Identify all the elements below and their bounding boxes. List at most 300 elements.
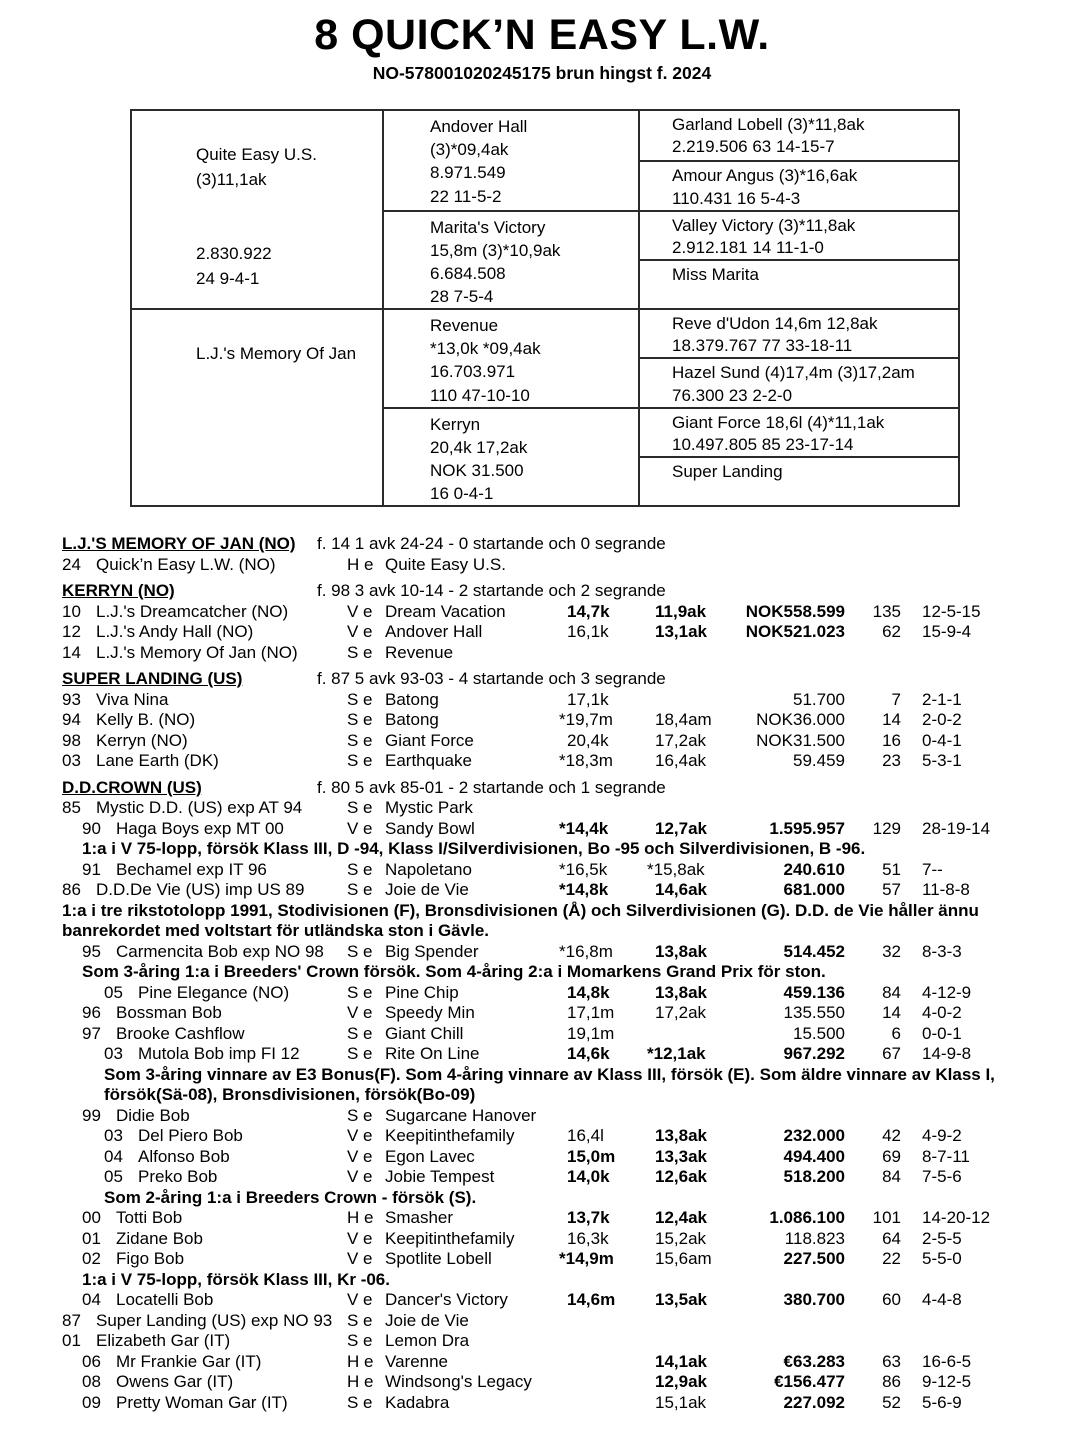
record-volt: 14,0k [567,1167,610,1186]
sex-code: S e [347,859,373,879]
progeny-row [62,798,1066,819]
record-auto: 17,2ak [655,730,707,750]
page-title: 8 QUICK’N EASY L.W. [314,11,770,59]
horse-name-cell [82,860,267,880]
sex-code: S e [347,982,373,1002]
sire-name: Kadabra [385,1392,450,1412]
horse-name-cell [62,1331,230,1351]
progeny-row [62,1147,1066,1168]
horse-name-cell [104,1147,230,1167]
pedigree-line: Garland Lobell (3)*11,8ak [672,115,865,134]
placings: 16-6-5 [922,1351,972,1371]
horse-name: Mystic D.D. (US) exp AT 94 [96,798,303,817]
horse-name-cell [62,731,188,751]
birth-year: 05 [104,1167,123,1186]
starts-count: 101 [872,1208,901,1227]
starts-count: 32 [882,941,901,961]
birth-year: 87 [62,1310,81,1330]
progeny-row [62,1106,1066,1127]
starts-count: 42 [882,1126,901,1145]
birth-year: 86 [62,880,81,899]
earnings: €156.477 [774,1372,845,1391]
birth-year: 91 [82,859,101,879]
pedigree-line: 22 11-5-2 [430,186,502,206]
record-auto: 13,1ak [655,622,707,641]
earnings: 1.086.100 [769,1208,845,1227]
placings: 4-4-8 [922,1290,962,1309]
pedigree-line: Valley Victory (3)*11,8ak [672,215,856,235]
sex-code: V e [347,601,373,621]
pedigree-line: Kerryn [430,414,481,434]
dam-info: f. 87 5 avk 93-03 - 4 startande och 3 segrande [317,669,666,688]
horse-name: D.D.De Vie (US) imp US 89 [96,880,305,899]
pedigree-cell [384,111,638,210]
pedigree-line: Super Landing [672,461,783,481]
horse-name-cell [104,1044,300,1064]
placings: 11-8-8 [922,880,970,899]
record-auto: 15,6am [655,1249,712,1268]
sire-name: Big Spender [385,941,479,961]
record-volt: 14,7k [567,601,610,621]
horse-name: Owens Gar (IT) [116,1372,234,1391]
pedigree-cell [384,308,638,407]
sex-code: V e [347,818,373,838]
horse-name-cell [62,602,288,622]
sex-code: H e [347,1208,374,1227]
horse-name: Carmencita Bob exp NO 98 [116,941,324,961]
earnings: 15.500 [793,1023,845,1043]
progeny-row [62,1044,1066,1065]
horse-name-cell [62,880,304,900]
sex-code: V e [347,1249,373,1268]
earnings: 459.136 [783,982,845,1002]
starts-count: 62 [882,622,901,641]
starts-count: 51 [882,859,901,879]
placings: 8-3-3 [922,941,962,961]
horse-name-cell [62,555,275,575]
pedigree-line: Hazel Sund (4)17,4m (3)17,2am [672,363,915,383]
sire-name: Revenue [385,642,454,662]
horse-name: Alfonso Bob [138,1146,230,1166]
progeny-row [62,1331,1066,1352]
horse-name: Locatelli Bob [116,1290,214,1309]
progeny-row [62,1208,1066,1229]
pedigree-line: (3)11,1ak [196,170,267,189]
sex-code: V e [347,1003,373,1022]
progeny-row [62,819,1066,840]
starts-count: 129 [872,818,901,838]
note-row: Som 3-åring vinnare av E3 Bonus(F). Som 4-åring vinnare av Klass III, försök (E). Som äldre vinnare av Klass I, försök(Sä-08), Bronsdivisionen, försök(Bo-09) [104,1064,995,1104]
record-volt: *18,3m [559,751,613,770]
horse-name-cell [62,751,219,771]
birth-year: 93 [62,689,81,709]
pedigree-line: 20,4k 17,2ak [430,437,528,457]
record-auto: 12,6ak [655,1167,707,1186]
horse-name: Mutola Bob imp FI 12 [138,1044,300,1063]
horse-name-cell [104,1167,217,1187]
horse-name-cell [62,690,168,710]
sire-name: Jobie Tempest [385,1167,495,1186]
earnings: 227.092 [783,1392,845,1412]
sex-code: S e [347,689,373,709]
progeny-row [62,1126,1066,1147]
pedigree-cell [640,407,958,456]
record-auto: 13,3ak [655,1146,707,1166]
earnings: 227.500 [783,1249,845,1268]
horse-name-cell [82,1106,190,1126]
pedigree-line: 110 47-10-10 [430,385,530,405]
birth-year: 01 [62,1331,81,1350]
starts-count: 84 [882,982,901,1002]
pedigree-line: 16.703.971 [430,362,516,382]
sex-code: V e [347,622,373,641]
dam-info: f. 80 5 avk 85-01 - 2 startande och 1 segrande [317,777,666,797]
pedigree-cell [640,259,958,308]
earnings: 135.550 [783,1003,845,1022]
pedigree-greatgrandparents-column [638,111,958,505]
record-volt: 20,4k [567,730,609,750]
record-auto: 17,2ak [655,1003,707,1022]
starts-count: 135 [872,601,901,621]
pedigree-grandparents-column [382,111,638,505]
sire-name: Batong [385,689,439,709]
placings: 2-0-2 [922,710,962,729]
horse-name-cell [62,798,302,818]
placings: 0-0-1 [922,1023,962,1043]
birth-year: 09 [82,1392,101,1412]
placings: 15-9-4 [922,622,972,641]
pedigree-line: Miss Marita [672,264,759,284]
horse-name-cell [62,710,195,730]
record-volt: *14,8k [559,880,609,899]
sire-name: Joie de Vie [385,1310,469,1330]
birth-year: 85 [62,798,81,817]
pedigree-line: 8.971.549 [430,163,506,183]
progeny-row [62,1352,1066,1373]
pedigree-line: 6.684.508 [430,263,506,283]
pedigree-cell [640,111,958,160]
sire-name: Mystic Park [385,798,473,817]
record-auto: 16,4ak [655,751,707,770]
birth-year: 03 [104,1126,123,1145]
horse-name-cell [82,1249,184,1269]
dam-name-header: L.J.'S MEMORY OF JAN (NO) [62,534,296,553]
placings: 5-5-0 [922,1249,962,1268]
progeny-row [62,880,1066,901]
placings: 2-5-5 [922,1228,962,1248]
horse-name-cell [82,1024,245,1044]
earnings: NOK36.000 [756,710,845,729]
pedigree-line: 2.830.922 [196,244,272,263]
horse-name: Pine Elegance (NO) [138,982,290,1002]
sire-name: Quite Easy U.S. [385,554,506,574]
record-volt: 14,6k [567,1044,610,1063]
horse-name-cell [82,819,284,839]
pedigree-cell [640,357,958,406]
horse-name: Preko Bob [138,1167,218,1186]
starts-count: 52 [882,1392,901,1412]
sex-code: S e [347,1392,373,1412]
birth-year: 10 [62,601,81,621]
horse-name-cell [82,1352,261,1372]
sex-code: S e [347,751,373,770]
placings: 7-5-6 [922,1167,962,1186]
sex-code: S e [347,1023,373,1043]
placings: 4-12-9 [922,982,972,1002]
pedigree-line: Revenue [430,316,499,335]
horse-name-cell [62,1311,332,1331]
sire-name: Earthquake [385,751,472,770]
pedigree-table [130,109,960,507]
progeny-list [62,534,1066,1413]
horse-name: Kelly B. (NO) [96,710,196,729]
record-auto: 13,8ak [655,1126,707,1145]
sex-code: S e [347,1044,373,1063]
record-auto: 15,2ak [655,1228,707,1248]
sire-name: Egon Lavec [385,1146,475,1166]
horse-name: Didie Bob [116,1105,190,1125]
progeny-row [62,1229,1066,1250]
horse-name-cell [62,643,298,663]
sex-code: S e [347,642,373,662]
starts-count: 7 [891,689,901,709]
record-auto: 12,7ak [655,818,707,838]
section-header-row [62,534,1066,555]
sex-code: S e [347,798,373,817]
starts-count: 64 [882,1228,901,1248]
horse-name: Lane Earth (DK) [96,751,219,770]
sex-code: H e [347,554,374,574]
spacer [196,192,378,241]
birth-year: 24 [62,554,81,574]
record-volt: 16,3k [567,1228,609,1248]
section-header-row [62,778,1066,799]
placings: 5-6-9 [922,1392,962,1412]
earnings: 967.292 [783,1044,845,1063]
progeny-row [62,1290,1066,1311]
sex-code: V e [347,1290,373,1309]
record-auto: 14,1ak [655,1351,707,1371]
birth-year: 03 [104,1044,123,1063]
pedigree-cell [640,160,958,209]
horse-name: Mr Frankie Gar (IT) [116,1351,262,1371]
note-row: 1:a i V 75-lopp, försök Klass III, Kr -06. [82,1269,390,1289]
progeny-row [62,555,1066,576]
earnings: 380.700 [783,1290,845,1309]
progeny-row [62,860,1066,881]
sire-name: Napoletano [385,859,472,879]
birth-year: 12 [62,622,81,641]
earnings: NOK521.023 [745,622,845,641]
pedigree-line: 15,8m (3)*10,9ak [430,240,561,260]
pedigree-line: 28 7-5-4 [430,287,494,307]
horse-name-cell [82,1208,182,1228]
pedigree-line: *13,0k *09,4ak [430,339,541,359]
placings: 5-3-1 [922,751,962,770]
horse-name-cell [82,1393,288,1413]
placings: 8-7-11 [922,1146,970,1166]
sex-code: V e [347,1146,373,1166]
note-row: 1:a i V 75-lopp, försök Klass III, D -94, Klass I/Silverdivisionen, Bo -95 och Silverdivisionen, B -96. [82,839,866,858]
progeny-row [62,1372,1066,1393]
sex-code: H e [347,1372,374,1391]
pedigree-line: 24 9-4-1 [196,269,260,288]
sire-name: Dancer's Victory [385,1290,508,1309]
birth-year: 08 [82,1372,101,1391]
sire-name: Rite On Line [385,1044,480,1063]
pedigree-cell [640,456,958,505]
record-auto: 12,4ak [655,1208,707,1227]
record-auto: 15,1ak [655,1392,707,1412]
birth-year: 03 [62,751,81,770]
pedigree-line: Amour Angus (3)*16,6ak [672,166,858,186]
progeny-row [62,710,1066,731]
earnings: 518.200 [783,1167,845,1186]
sex-code: S e [347,1105,373,1125]
record-volt: *14,4k [559,818,609,838]
birth-year: 96 [82,1003,101,1022]
pedigree-cell [384,210,638,309]
pedigree-line: 76.300 23 2-2-0 [672,385,793,405]
earnings: NOK558.599 [745,601,845,621]
progeny-row [62,942,1066,963]
record-volt: 13,7k [567,1208,610,1227]
record-volt: *14,9m [559,1249,614,1268]
record-volt: 17,1m [567,1003,615,1022]
progeny-row [62,1249,1066,1270]
horse-name: Totti Bob [116,1208,183,1227]
pedigree-line: 2.912.181 14 11-1-0 [672,237,824,257]
earnings: 51.700 [793,689,845,709]
sire-name: Windsong's Legacy [385,1372,532,1391]
pedigree-document [0,12,1084,1413]
horse-name: Kerryn (NO) [96,730,188,750]
record-volt: 16,4l [567,1126,604,1145]
earnings: 240.610 [783,859,845,879]
birth-year: 98 [62,730,81,750]
pedigree-line: Giant Force 18,6l (4)*11,1ak [672,412,885,432]
placings: 7-- [922,859,943,879]
birth-year: 01 [82,1228,101,1248]
sire-name: Andover Hall [385,622,483,641]
horse-name: L.J.'s Dreamcatcher (NO) [96,601,289,621]
sex-code: S e [347,730,373,750]
horse-name-cell [82,942,324,962]
dam-info: f. 98 3 avk 10-14 - 2 startande och 2 segrande [317,581,666,600]
record-auto: 13,5ak [655,1290,707,1309]
pedigree-cell [132,308,382,505]
horse-name: Bossman Bob [116,1003,222,1022]
horse-name: Elizabeth Gar (IT) [96,1331,231,1350]
birth-year: 95 [82,941,101,961]
sire-name: Smasher [385,1208,454,1227]
sire-name: Batong [385,710,439,729]
placings: 4-9-2 [922,1126,962,1145]
progeny-row [62,1167,1066,1188]
starts-count: 23 [882,751,901,770]
sex-code: H e [347,1351,374,1371]
sire-name: Keepitinthefamily [385,1126,515,1145]
starts-count: 69 [882,1146,901,1166]
record-volt: 15,0m [567,1146,616,1166]
placings: 14-20-12 [922,1208,991,1227]
horse-name: Brooke Cashflow [116,1023,245,1043]
dam-name-header: D.D.CROWN (US) [62,777,202,797]
pedigree-line: 110.431 16 5-4-3 [672,188,801,208]
horse-name: L.J.'s Memory Of Jan (NO) [96,642,298,662]
horse-name: Zidane Bob [116,1228,203,1248]
sex-code: S e [347,1310,373,1330]
horse-name-cell [82,1229,203,1249]
record-volt: *19,7m [559,710,613,729]
starts-count: 6 [891,1023,901,1043]
birth-year: 14 [62,642,81,662]
pedigree-cell [384,407,638,506]
sire-name: Varenne [385,1351,449,1371]
sex-code: V e [347,1126,373,1145]
dam-name-header: SUPER LANDING (US) [62,669,243,688]
progeny-row [62,1024,1066,1045]
starts-count: 86 [882,1372,901,1391]
sire-name: Joie de Vie [385,880,469,899]
pedigree-cell [640,210,958,259]
sire-name: Sugarcane Hanover [385,1105,537,1125]
horse-name: Bechamel exp IT 96 [116,859,267,879]
sex-code: S e [347,1331,373,1350]
sire-name: Spotlite Lobell [385,1249,492,1268]
birth-year: 04 [82,1290,101,1309]
earnings: 118.823 [784,1228,845,1248]
placings: 4-0-2 [922,1003,962,1022]
starts-count: 57 [882,880,901,899]
placings: 0-4-1 [922,730,962,750]
birth-year: 06 [82,1351,101,1371]
pedigree-line: Andover Hall [430,117,528,136]
progeny-row [62,1003,1066,1024]
record-auto: 12,9ak [655,1372,707,1391]
record-auto: 13,8ak [655,941,707,961]
note-row: Som 3-åring 1:a i Breeders' Crown försök. Som 4-åring 2:a i Momarkens Grand Prix för ston. [82,962,826,981]
pedigree-line: 18.379.767 77 33-18-11 [672,336,853,356]
starts-count: 22 [882,1249,901,1268]
note-row: 1:a i tre rikstotolopp 1991, Stodivisionen (F), Bronsdivisionen (Å) och Silverdivisionen (G). D.D. de Vie håller ännu banrekordet med voltstart för utländska ston i Gävle. [62,900,979,940]
horse-name-cell [104,983,289,1003]
progeny-row [62,731,1066,752]
registration-line: NO-578001020245175 brun hingst f. 2024 [372,63,712,83]
horse-name: Figo Bob [116,1249,185,1268]
record-volt: 19,1m [567,1023,615,1043]
placings: 14-9-8 [922,1044,972,1063]
record-auto: 18,4am [655,710,712,729]
record-auto: 11,9ak [655,601,707,621]
horse-name-cell [82,1003,222,1023]
section-header-row [62,669,1066,690]
birth-year: 90 [82,818,101,838]
record-volt: 17,1k [567,689,609,709]
progeny-row [62,751,1066,772]
horse-name: Super Landing (US) exp NO 93 [96,1310,333,1330]
birth-year: 00 [82,1208,101,1227]
pedigree-line: Marita's Victory [430,217,546,237]
horse-name: Pretty Woman Gar (IT) [116,1392,288,1412]
birth-year: 04 [104,1146,123,1166]
horse-name-cell [82,1372,233,1392]
progeny-row [62,1393,1066,1414]
starts-count: 14 [882,710,901,729]
birth-year: 97 [82,1023,101,1043]
horse-name-cell [62,622,253,642]
starts-count: 84 [882,1167,901,1186]
